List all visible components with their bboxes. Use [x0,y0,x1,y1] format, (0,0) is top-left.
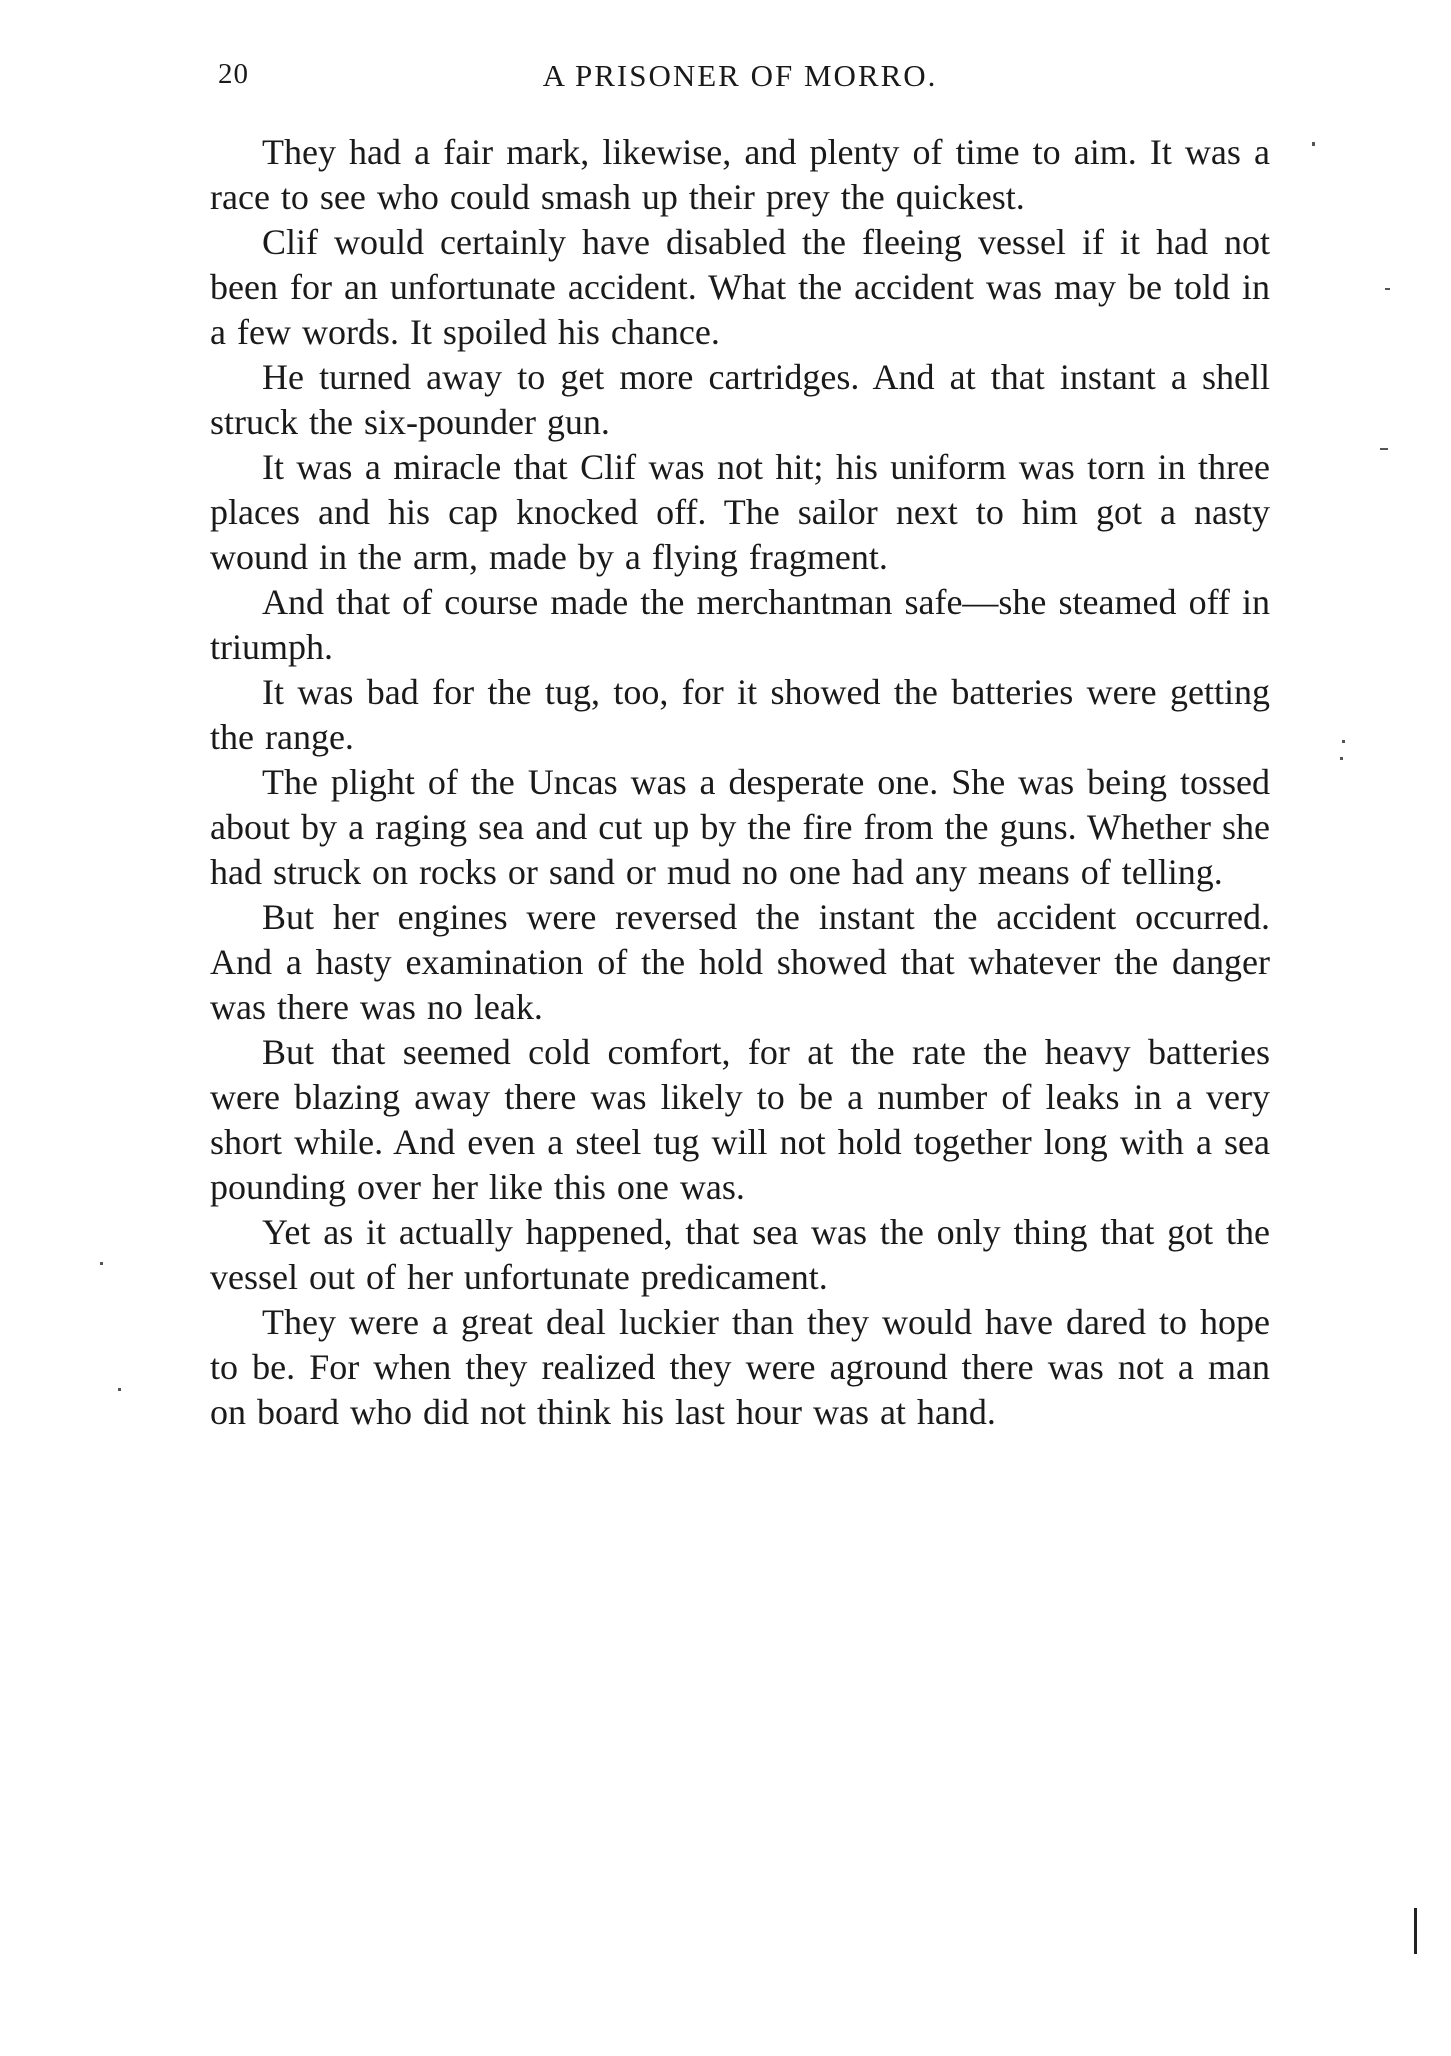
paragraph: They were a great deal luckier than they would have dared to hope to be. For when they realized they were aground there was not a man on board who did not think his last hour was at hand. [210,1302,1270,1432]
page-number: 20 [218,58,249,90]
paragraph: Clif would certainly have disabled the fleeing vessel if it had not been for an unfortunate accident. What the accident was may be told in a few words. It spoiled his chance. [210,222,1270,352]
paragraph: They had a fair mark, likewise, and plenty of time to aim. It was a race to see who could smash up their prey the quickest. [210,132,1270,217]
scan-speck [1342,740,1345,743]
scan-speck [1312,142,1315,146]
scan-speck [1380,448,1388,450]
paragraph: He turned away to get more cartridges. And at that instant a shell struck the six-pounder gun. [210,357,1270,442]
scan-speck [1385,288,1390,290]
scan-speck [118,1388,121,1391]
paragraph: It was bad for the tug, too, for it showed the batteries were getting the range. [210,672,1270,757]
page-header [210,58,1270,98]
paragraph: But that seemed cold comfort, for at the rate the heavy batteries were blazing away there was likely to be a number of leaks in a very short while. And even a steel tug will not hold together long with a sea pounding over her like this one was. [210,1032,1270,1207]
paragraph: And that of course made the merchantman safe—she steamed off in triumph. [210,582,1270,667]
scan-speck [1340,757,1343,760]
paragraph: It was a miracle that Clif was not hit; his uniform was torn in three places and his cap knocked off. The sailor next to him got a nasty wound in the arm, made by a flying fragment. [210,447,1270,577]
running-title: A PRISONER OF MORRO. [542,58,938,93]
body-text [210,130,1270,1435]
paragraph: Yet as it actually happened, that sea was the only thing that got the vessel out of her unfortunate predicament. [210,1212,1270,1297]
scan-speck [100,1262,103,1265]
paragraph: The plight of the Uncas was a desperate one. She was being tossed about by a raging sea and cut up by the fire from the guns. Whether she had struck on rocks or sand or mud no one had any means of telling. [210,762,1270,892]
paragraph: But her engines were reversed the instant the accident occurred. And a hasty examination of the hold showed that whatever the danger was there was no leak. [210,897,1270,1027]
scan-edge-mark [1414,1908,1417,1954]
